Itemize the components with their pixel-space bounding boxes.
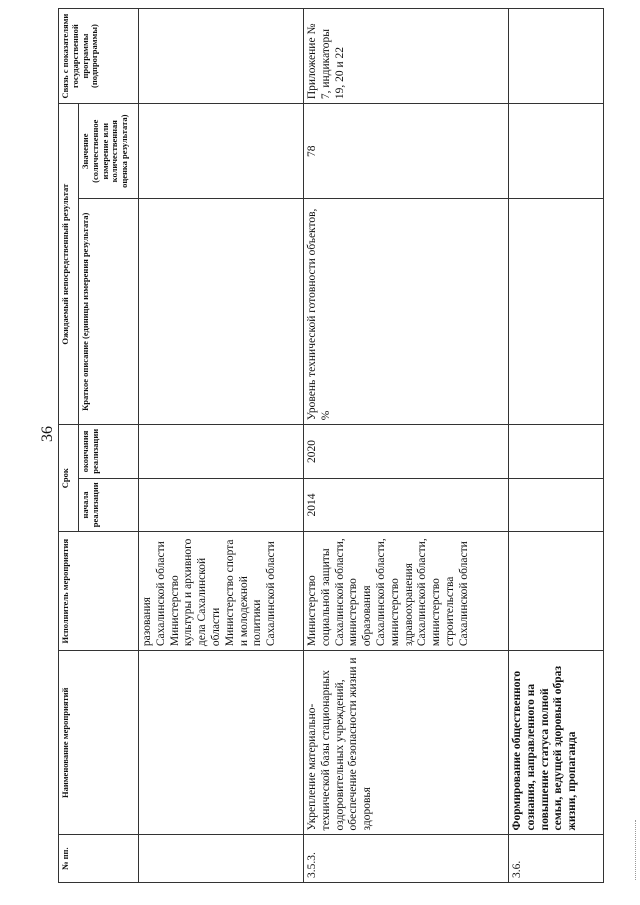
row-end	[139, 425, 304, 479]
row-name: Формирование общественного сознания, направленного на повышение статуса полной семьи, ведущей здоровый образ жизни, пропаганда	[509, 651, 604, 835]
scan-edge-mark	[635, 820, 638, 880]
row-executor	[509, 532, 604, 651]
row-result-value	[139, 104, 304, 199]
row-link	[509, 9, 604, 104]
row-start	[139, 478, 304, 532]
row-name: Укрепление материально-технической базы стационарных оздоровительных учреждений, обеспечение безопасности жизни и здоровья	[304, 651, 509, 835]
header-link: Связь с показателями государственной программы (подпрограммы)	[59, 9, 139, 104]
header-end: окончания реализации	[79, 425, 139, 479]
header-name: Наименование мероприятий	[59, 651, 139, 835]
row-result-value	[509, 104, 604, 199]
measures-table-container	[58, 8, 603, 883]
row-result-desc	[139, 199, 304, 425]
header-result: Ожидаемый непосредственный результат	[59, 104, 79, 425]
rotated-page-area	[58, 8, 603, 883]
row-result-desc	[509, 199, 604, 425]
row-result-desc: Уровень технической готовности объектов, %	[304, 199, 509, 425]
row-start: 2014	[304, 478, 509, 532]
row-name	[139, 651, 304, 835]
header-start: начала реализации	[79, 478, 139, 532]
row-num: 3.5.3.	[304, 835, 509, 883]
row-executor: разования Сахалинской области Министерство культуры и архивного дела Сахалинской области Министерство спорта и молодежной политики Сахалинской области	[139, 532, 304, 651]
measures-table	[58, 8, 604, 883]
row-result-value: 78	[304, 104, 509, 199]
page-number: 36	[39, 426, 56, 442]
header-num: № пп.	[59, 835, 139, 883]
row-num	[139, 835, 304, 883]
header-result-value: Значение (соличественное измерение или количественная оценка результата)	[79, 104, 139, 199]
header-executor: Исполнитель мероприятия	[59, 532, 139, 651]
table-row	[509, 9, 604, 883]
table-row	[304, 9, 509, 883]
row-num: 3.6.	[509, 835, 604, 883]
table-row	[139, 9, 304, 883]
header-period: Срок	[59, 425, 79, 532]
row-end: 2020	[304, 425, 509, 479]
row-link	[139, 9, 304, 104]
header-result-desc: Краткое описание (единицы измерения результата)	[79, 199, 139, 425]
row-end	[509, 425, 604, 479]
row-start	[509, 478, 604, 532]
row-link: Приложение № 7, индикаторы 19, 20 и 22	[304, 9, 509, 104]
row-executor: Министерство социальной защиты Сахалинской области, министерство образования Сахалинской области, министерство здравоохранения Сахалинской области, министерство строительства Сахалинской области	[304, 532, 509, 651]
